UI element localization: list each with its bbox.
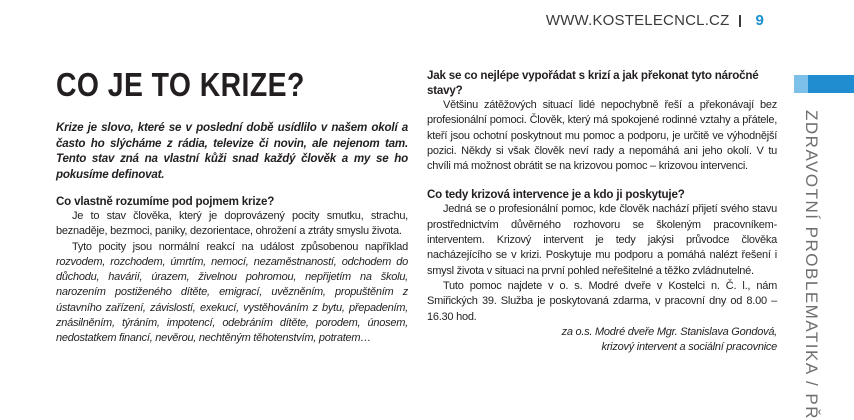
article-title: CO JE TO KRIZE?	[56, 66, 305, 103]
section-paragraph: Jedná se o profesionální pomoc, kde člověk nachází přijetí svého stavu prostřednictvím důvěrného rozhovoru se školeným pracovníkem-interventem. Krizový intervent je tedy jakýsi průvodce člověka nacházejícího se v krizi. Poskytuje mu podporu a pomáhá nalézt řešení i smysl života v situaci na první pohled neřešitelné a těžko zvládnutelné.	[427, 203, 777, 277]
section-heading-intervention: Co tedy krizová intervence je a kdo ji poskytuje?	[427, 188, 685, 202]
section-paragraph-causes	[56, 240, 408, 347]
right-column	[427, 68, 777, 355]
section-vertical-label: ZDRAVOTNÍ PROBLEMATIKA / PŘ	[802, 110, 821, 420]
signature-line-1: za o.s. Modré dveře Mgr. Stanislava Gondová,	[561, 325, 777, 338]
article-lead: Krize je slovo, které se v poslední době usídlilo v našem okolí a často ho slýcháme z rádia, televize či novin, ale nejenom tam. Tento stav zná na vlastní kůži snad každý člověk a my se ho pokusíme definovat.	[56, 121, 408, 181]
section-color-tab	[808, 75, 854, 93]
causes-list: rozvodem, rozchodem, úmrtím, nemocí, nezaměstnaností, odchodem do důchodu, havárií, úrazem, živelnou pohromou, nepřijetím na školu, narozením postiženého dítěte, emigrací, uvězněním, propuštěním z ústavního zařízení, závislostí, exekucí, vystěhováním z bytu, přepadením, znásilněním, týráním, impotencí, odebráním dítěte, porodem, únosem, nedostatkem financí, nevěrou, nechtěným těhotenstvím, potratem…	[56, 255, 408, 345]
left-column	[56, 68, 408, 347]
paragraph-text: Tyto pocity jsou normální reakcí na událost způsobenou například	[72, 240, 408, 253]
page-number: 9	[755, 12, 764, 29]
section-paragraph-contact: Tuto pomoc najdete v o. s. Modré dveře v Kostelci n. Č. l., nám Smiřických 39. Služba je poskytovaná zdarma, v pracovní dny od 8.00 – 16.30 hod.	[427, 279, 777, 323]
section-heading-coping: Jak se co nejlépe vypořádat s krizí a jak překonat tyto náročné stavy?	[427, 69, 759, 97]
page-header	[546, 12, 764, 29]
section-paragraph: Většinu zátěžových situací lidé nepochybně řeší a překonávají bez profesionální pomoci. Člověk, který má spokojené rodinné vztahy a přátele, kteří jsou ochotní poskytnout mu pomoc a podporu, je určitě ve výhodnější pozici. Někdy si však člověk neví rady a nepomáhá ani jeho okolí. V tu chvíli má možnost obrátit se na krizovou pomoc – krizovou intervenci.	[427, 99, 777, 173]
section-heading-definition: Co vlastně rozumíme pod pojmem krize?	[56, 195, 275, 208]
header-separator	[739, 15, 741, 27]
signature-line-2: krizový intervent a sociální pracovnice	[601, 341, 777, 354]
site-url: WWW.KOSTELECNCL.CZ	[545, 12, 730, 29]
section-paragraph: Je to stav člověka, který je doprovázený pocity smutku, strachu, beznaděje, bezmoci, paniky, dezorientace, ohrožení a ztráty smyslu života.	[56, 210, 408, 238]
